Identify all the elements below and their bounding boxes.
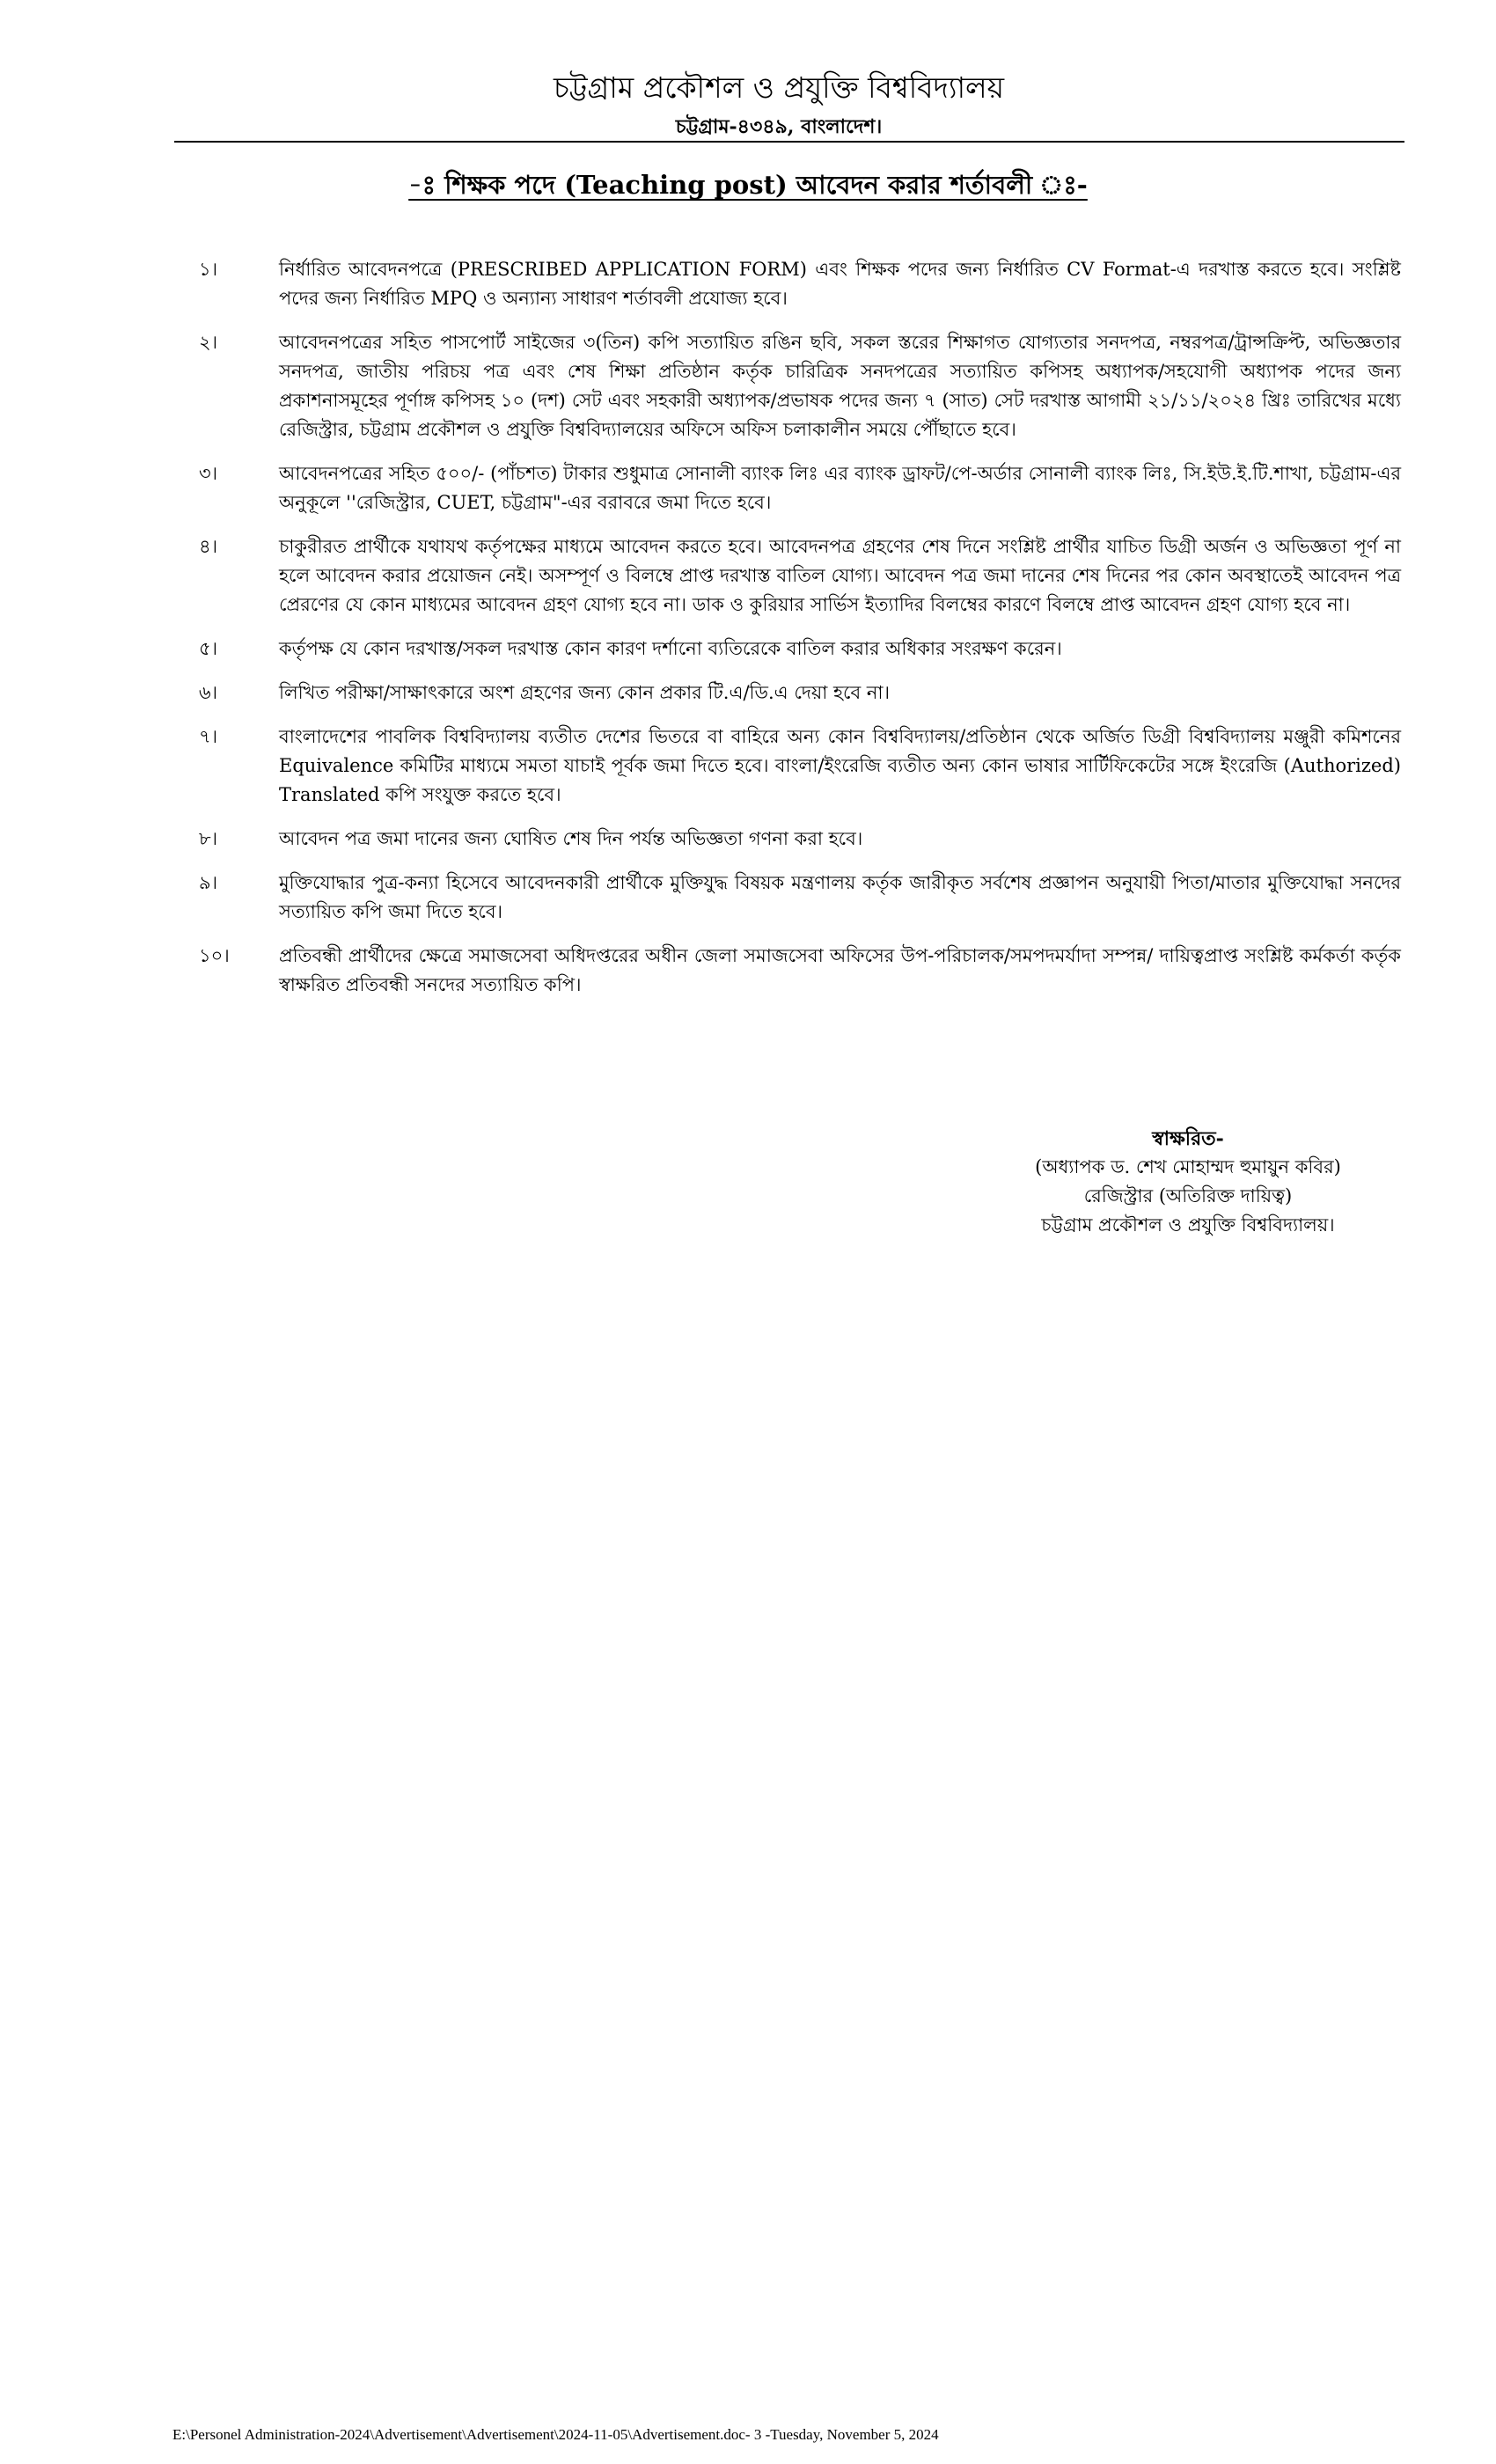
item-number: ৪। <box>199 536 218 557</box>
list-item <box>199 255 1401 313</box>
item-number: ৮। <box>199 828 218 849</box>
conditions-list <box>199 255 1401 1015</box>
item-number: ৬। <box>199 682 218 703</box>
header-divider <box>174 141 1404 143</box>
item-text: লিখিত পরীক্ষা/সাক্ষাৎকারে অংশ গ্রহণের জন্য কোন প্রকার টি.এ/ডি.এ দেয়া হবে না। <box>279 682 890 703</box>
signature-block <box>977 1125 1399 1240</box>
signatory-institution: চট্টগ্রাম প্রকৌশল ও প্রযুক্তি বিশ্ববিদ্যালয়। <box>1041 1214 1335 1236</box>
list-item <box>199 634 1401 664</box>
document-title <box>0 167 1496 202</box>
list-item <box>199 532 1401 620</box>
item-text: বাংলাদেশের পাবলিক বিশ্ববিদ্যালয় ব্যতীত দেশের ভিতরে বা বাহিরে অন্য কোন বিশ্ববিদ্যালয়/প্রতিষ্ঠান থেকে অর্জিত ডিগ্রী বিশ্ববিদ্যালয় মঞ্জুরী কমিশনের Equivalence কমিটির মাধ্যমে সমতা যাচাই পূর্বক জমা দিতে হবে। বাংলা/ইংরেজি ব্যতীত অন্য কোন ভাষার সার্টিফিকেটের সঙ্গে ইংরেজি (Authorized) Translated কপি সংযুক্ত করতে হবে। <box>279 726 1401 805</box>
list-item <box>199 722 1401 810</box>
signatory-designation: রেজিস্ট্রার (অতিরিক্ত দায়িত্ব) <box>1083 1185 1293 1206</box>
list-item <box>199 869 1401 927</box>
letterhead <box>0 69 1496 141</box>
item-number: ৯। <box>199 872 218 893</box>
item-number: ৩। <box>199 463 218 484</box>
list-item <box>199 942 1401 1000</box>
university-name: চট্টগ্রাম প্রকৌশল ও প্রযুক্তি বিশ্ববিদ্যালয় <box>553 70 1005 105</box>
item-text: কর্তৃপক্ষ যে কোন দরখাস্ত/সকল দরখাস্ত কোন কারণ দর্শানো ব্যতিরেকে বাতিল করার অধিকার সংরক্ষণ করেন। <box>279 638 1062 659</box>
item-text: নির্ধারিত আবেদনপত্রে (PRESCRIBED APPLICATION FORM) এবং শিক্ষক পদের জন্য নির্ধারিত CV Format-এ দরখাস্ত করতে হবে। সংশ্লিষ্ট পদের জন্য নির্ধারিত MPQ ও অন্যান্য সাধারণ শর্তাবলী প্রযোজ্য হবে। <box>279 259 1401 309</box>
item-text: আবেদন পত্র জমা দানের জন্য ঘোষিত শেষ দিন পর্যন্ত অভিজ্ঞতা গণনা করা হবে। <box>279 828 863 849</box>
item-number: ৭। <box>199 726 218 747</box>
signature-label: স্বাক্ষরিত- <box>1152 1127 1224 1150</box>
item-number: ১। <box>199 259 218 280</box>
item-text: আবেদনপত্রের সহিত ৫০০/- (পাঁচশত) টাকার শুধুমাত্র সোনালী ব্যাংক লিঃ এর ব্যাংক ড্রাফট/পে-অর্ডার সোনালী ব্যাংক লিঃ, সি.ইউ.ই.টি.শাখা, চট্টগ্রাম-এর অনুকূলে ''রেজিস্ট্রার, CUET, চট্টগ্রাম"-এর বরাবরে জমা দিতে হবে। <box>279 463 1401 513</box>
item-number: ২। <box>199 332 218 353</box>
list-item <box>199 678 1401 708</box>
item-text: চাকুরীরত প্রার্থীকে যথাযথ কর্তৃপক্ষের মাধ্যমে আবেদন করতে হবে। আবেদনপত্র গ্রহণের শেষ দিনে সংশ্লিষ্ট প্রার্থীর যাচিত ডিগ্রী অর্জন ও অভিজ্ঞতা পূর্ণ না হলে আবেদন করার প্রয়োজন নেই। অসম্পূর্ণ ও বিলম্বে প্রাপ্ত দরখাস্ত বাতিল যোগ্য। আবেদন পত্র জমা দানের শেষ দিনের পর কোন অবস্থাতেই আবেদন পত্র প্রেরণের যে কোন মাধ্যমের আবেদন গ্রহণ যোগ্য হবে না। ডাক ও কুরিয়ার সার্ভিস ইত্যাদির বিলম্বের কারণে বিলম্বে প্রাপ্ত আবেদন গ্রহণ যোগ্য হবে না। <box>279 536 1401 615</box>
item-number: ১০। <box>199 945 230 966</box>
university-address: চট্টগ্রাম-৪৩৪৯, বাংলাদেশ। <box>675 115 883 138</box>
document-title-text: -ঃ শিক্ষক পদে (Teaching post) আবেদন করার শর্তাবলী ঃ- <box>408 170 1088 200</box>
item-text: মুক্তিযোদ্ধার পুত্র-কন্যা হিসেবে আবেদনকারী প্রার্থীকে মুক্তিযুদ্ধ বিষয়ক মন্ত্রণালয় কর্তৃক জারীকৃত সর্বশেষ প্রজ্ঞাপন অনুযায়ী পিতা/মাতার মুক্তিযোদ্ধা সনদের সত্যায়িত কপি জমা দিতে হবে। <box>279 872 1401 922</box>
list-item <box>199 825 1401 854</box>
signatory-name: (অধ্যাপক ড. শেখ মোহাম্মদ হুমায়ুন কবির) <box>1035 1156 1341 1177</box>
item-number: ৫। <box>199 638 218 659</box>
item-text: আবেদনপত্রের সহিত পাসপোর্ট সাইজের ৩(তিন) কপি সত্যায়িত রঙিন ছবি, সকল স্তরের শিক্ষাগত যোগ্যতার সনদপত্র, নম্বরপত্র/ট্রান্সক্রিপ্ট, অভিজ্ঞতার সনদপত্র, জাতীয় পরিচয় পত্র এবং শেষ শিক্ষা প্রতিষ্ঠান কর্তৃক চারিত্রিক সনদপত্রের সত্যায়িত কপিসহ অধ্যাপক/সহযোগী অধ্যাপক পদের জন্য প্রকাশনাসমূহের পূর্ণাঙ্গ কপিসহ ১০ (দশ) সেট এবং সহকারী অধ্যাপক/প্রভাষক পদের জন্য ৭ (সাত) সেট দরখাস্ত আগামী ২১/১১/২০২৪ খ্রিঃ তারিখের মধ্যে রেজিস্ট্রার, চট্টগ্রাম প্রকৌশল ও প্রযুক্তি বিশ্ববিদ্যালয়ের অফিসে অফিস চলাকালীন সময়ে পৌঁছাতে হবে। <box>279 332 1401 440</box>
file-path-footer: E:\Personel Administration-2024\Advertisement\Advertisement\2024-11-05\Advertisement.doc- 3 -Tuesday, November 5, 2024 <box>172 2426 939 2443</box>
item-text: প্রতিবন্ধী প্রার্থীদের ক্ষেত্রে সমাজসেবা অধিদপ্তরের অধীন জেলা সমাজসেবা অফিসের উপ-পরিচালক/সমপদমর্যাদা সম্পন্ন/ দায়িত্বপ্রাপ্ত সংশ্লিষ্ট কর্মকর্তা কর্তৃক স্বাক্ষরিত প্রতিবন্ধী সনদের সত্যায়িত কপি। <box>279 945 1401 995</box>
list-item <box>199 459 1401 517</box>
list-item <box>199 328 1401 444</box>
